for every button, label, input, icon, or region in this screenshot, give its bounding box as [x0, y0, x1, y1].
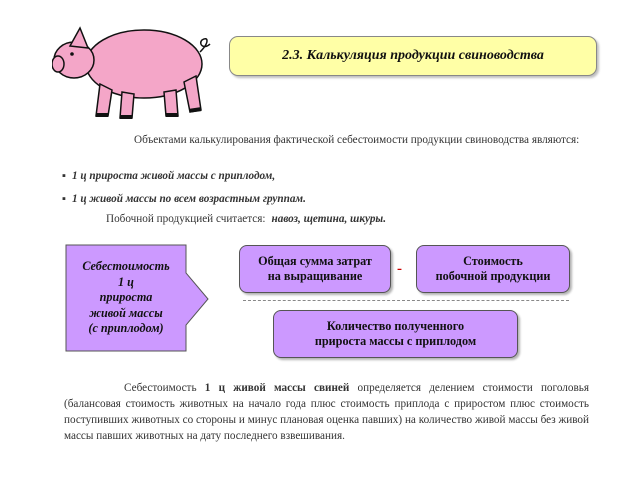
divisor-line: прироста массы с приплодом	[314, 334, 477, 348]
minus-operator: -	[397, 261, 402, 277]
divisor-line: Количество полученного	[326, 319, 465, 333]
pig-icon	[52, 12, 212, 122]
result-line: прироста	[99, 290, 153, 304]
byproduct-cost-line: побочной продукции	[435, 269, 551, 283]
bullet-item-live-weight	[62, 193, 306, 205]
intro-paragraph	[64, 133, 592, 148]
total-costs-box	[239, 245, 391, 293]
definition-prefix: Себестоимость	[124, 382, 205, 394]
result-line: (с приплодом)	[88, 321, 164, 335]
result-line: 1 ц	[118, 274, 134, 289]
intro-text: Объектами калькулирования фактической себестоимости продукции свиноводства являются:	[134, 134, 580, 146]
definition-text: определяется делением стоимости поголовья (балансовая стоимость животных на начало года плюс стоимость приплода с приростом плюс стоимость поступивших животных со стороны и минус плановая оценка павших) на количество живой массы без живой массы павших животных на дату последнего взвешивания.	[64, 382, 589, 442]
result-line: живой массы	[89, 305, 163, 320]
bullet-text: 1 ц прироста живой массы с приплодом,	[71, 170, 276, 182]
definition-subject: 1 ц живой массы свиней	[204, 382, 350, 394]
bullet-dot-icon: ▪	[62, 193, 66, 205]
total-costs-line: Общая сумма затрат	[258, 254, 372, 268]
bullet-text: 1 ц живой массы по всем возрастным группам.	[71, 193, 306, 205]
divisor-box	[273, 310, 518, 358]
total-costs-line: на выращивание	[267, 269, 363, 283]
byproduct-items: навоз, щетина, шкуры.	[271, 213, 386, 225]
result-line: Себестоимость	[82, 259, 170, 273]
byproduct-line	[106, 213, 386, 225]
definition-paragraph	[64, 380, 589, 444]
byproduct-cost-box	[416, 245, 570, 293]
byproduct-cost-line: Стоимость	[463, 254, 523, 268]
title-banner	[229, 36, 597, 76]
result-label	[74, 259, 178, 337]
fraction-divider	[243, 300, 569, 301]
byproduct-label: Побочной продукцией считается:	[106, 213, 266, 225]
bullet-dot-icon: ▪	[62, 170, 66, 182]
page-title: 2.3. Калькуляция продукции свиноводства	[282, 48, 544, 63]
bullet-item-gain	[62, 170, 275, 182]
